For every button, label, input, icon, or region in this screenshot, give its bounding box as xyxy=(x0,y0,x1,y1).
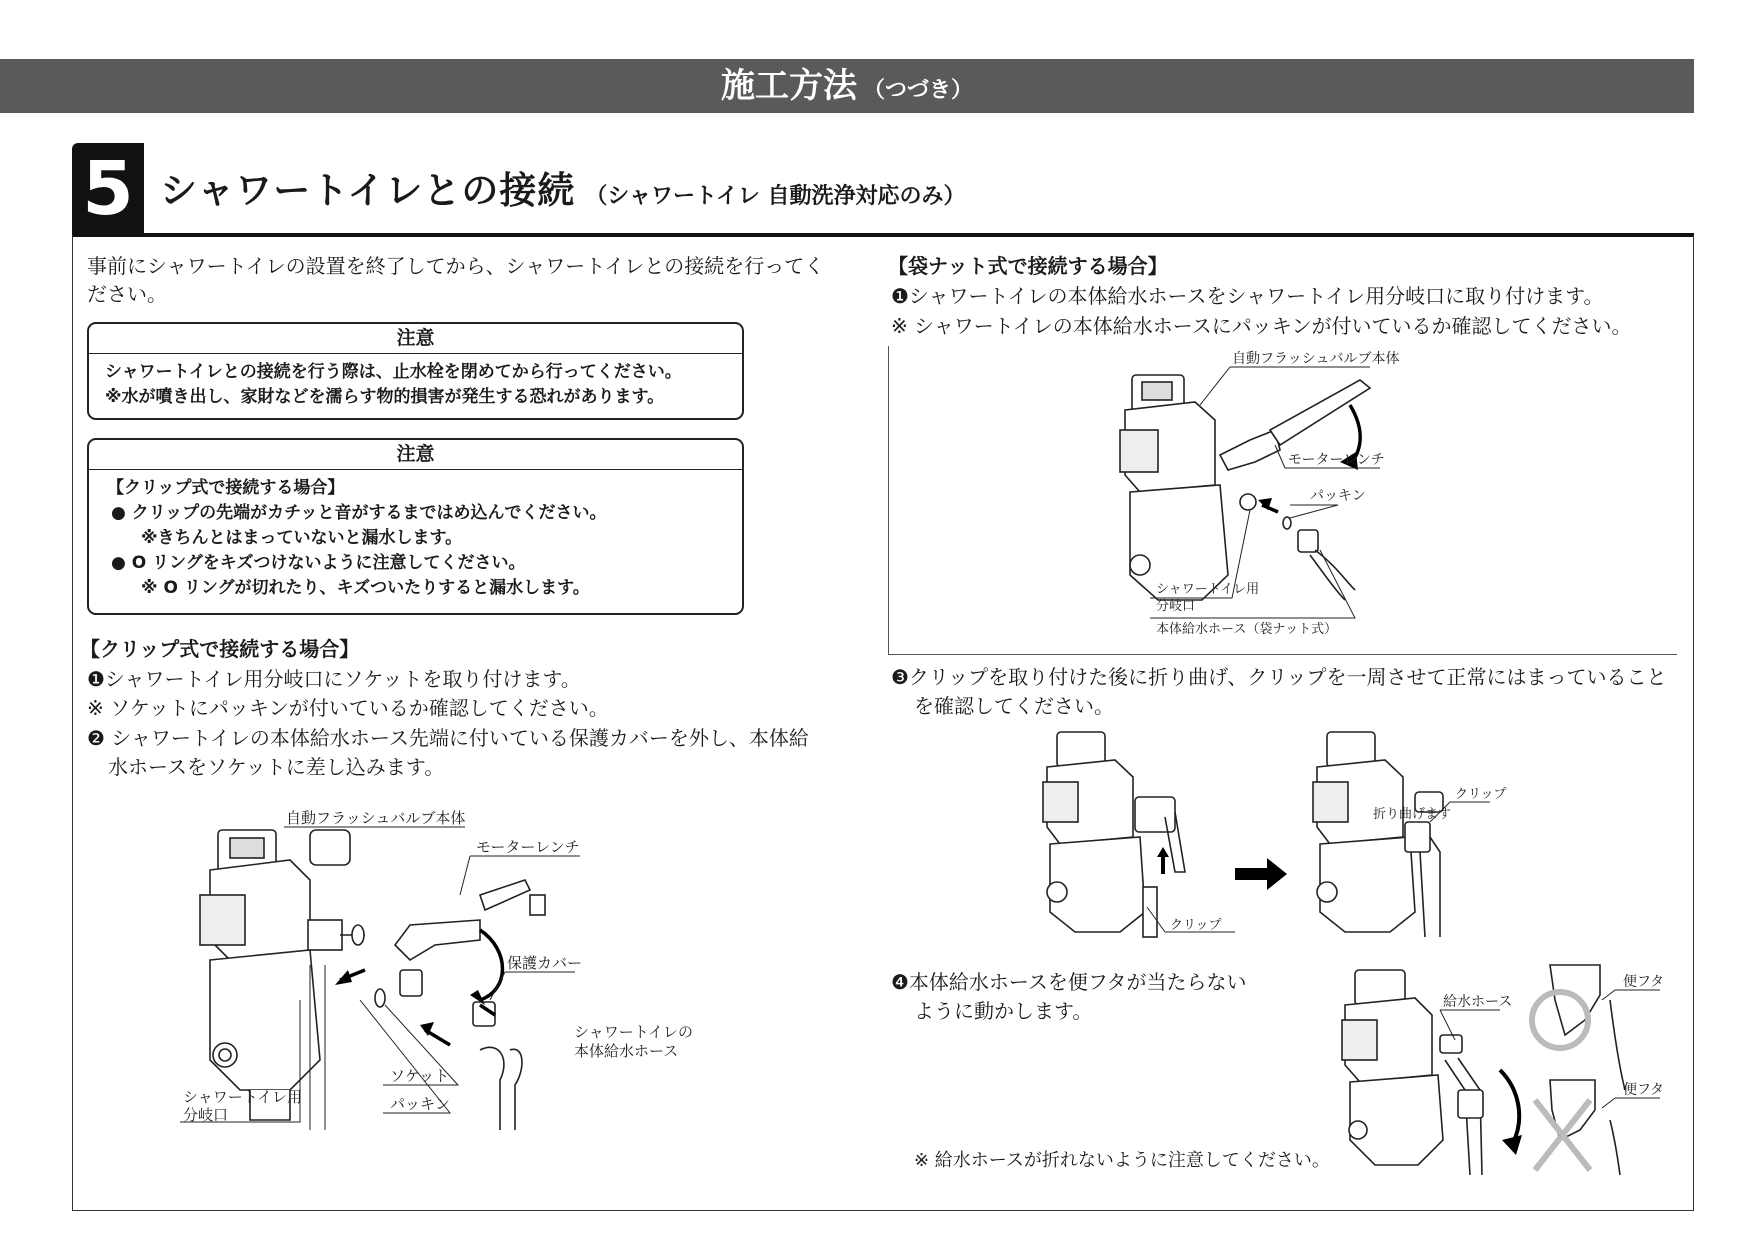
caution-body xyxy=(89,354,742,416)
label-bend: 折り曲げます xyxy=(1373,807,1452,822)
clip-installation-illustration xyxy=(1035,722,1515,952)
nut-step-1: ❶シャワートイレの本体給水ホースをシャワートイレ用分岐口に取り付けます。 xyxy=(891,284,1604,308)
label-socket: ソケット xyxy=(390,1067,450,1085)
step-4-line-1: ❹本体給水ホースを便フタが当たらない xyxy=(891,970,1247,994)
label-branch-2: 分岐口 xyxy=(1156,599,1196,614)
label-valve: 自動フラッシュバルブ本体 xyxy=(1232,351,1400,367)
caution-body xyxy=(89,470,742,607)
label-hose: 給水ホース xyxy=(1443,994,1513,1010)
step-4-line-2: ように動かします。 xyxy=(914,999,1093,1023)
caution-line: ● クリップの先端がカチッと音がするまではめ込んでください。 xyxy=(111,503,607,523)
caution-heading: 注意 xyxy=(89,440,742,470)
label-lid-1: 便フタ xyxy=(1623,974,1665,990)
clip-step-1: ❶シャワートイレ用分岐口にソケットを取り付けます。 xyxy=(87,667,581,691)
caution-line: ※きちんとはまっていないと漏水します。 xyxy=(141,528,463,548)
clip-step-2-line-2: 水ホースをソケットに差し込みます。 xyxy=(108,755,445,779)
caution-line: シャワートイレとの接続を行う際は、止水栓を閉めてから行ってください。 xyxy=(105,362,682,382)
label-wrench: モーターレンチ xyxy=(1288,452,1385,468)
caution-box-2 xyxy=(87,438,744,615)
section-number: 5 xyxy=(72,143,144,233)
clip-heading: 【クリップ式で接続する場合】 xyxy=(80,637,360,661)
caution-heading: 注意 xyxy=(89,324,742,354)
caution-line: 【クリップ式で接続する場合】 xyxy=(107,478,345,498)
step-3-line-2: を確認してください。 xyxy=(914,694,1114,718)
caution-box-1 xyxy=(87,322,744,420)
header-subtitle: （つづき） xyxy=(862,78,973,103)
step-4-note: ※ 給水ホースが折れないように注意してください。 xyxy=(914,1150,1330,1171)
label-lid-2: 便フタ xyxy=(1623,1082,1665,1098)
clip-connection-illustration xyxy=(180,800,700,1160)
caution-line: ※ O リングが切れたり、キズついたりすると漏水します。 xyxy=(141,578,590,598)
nut-note-1: ※ シャワートイレの本体給水ホースにパッキンが付いているか確認してください。 xyxy=(891,314,1632,338)
label-packing: パッキン xyxy=(390,1095,450,1113)
intro-line-1: 事前にシャワートイレの設置を終了してから、シャワートイレとの接続を行ってく xyxy=(87,254,825,278)
intro-line-2: ださい。 xyxy=(87,282,167,306)
label-clip-left: クリップ xyxy=(1170,918,1222,933)
label-branch-2: 分岐口 xyxy=(183,1106,229,1124)
clip-step-2-line-1: ❷ シャワートイレの本体給水ホース先端に付いている保護カバーを外し、本体給 xyxy=(87,726,809,750)
nut-connection-illustration xyxy=(1120,350,1400,650)
hose-routing-illustration xyxy=(1340,960,1690,1175)
caution-line: ● O リングをキズつけないように注意してください。 xyxy=(111,553,526,573)
section-title-main: シャワートイレとの接続 xyxy=(160,169,576,212)
label-cover: 保護カバー xyxy=(507,954,583,972)
label-hose-1: シャワートイレの xyxy=(574,1023,693,1041)
step-3-line-1: ❸クリップを取り付けた後に折り曲げ、クリップを一周させて正常にはまっていること xyxy=(891,665,1667,689)
label-valve: 自動フラッシュバルブ本体 xyxy=(286,809,466,827)
label-hose-2: 本体給水ホース xyxy=(574,1042,679,1060)
label-packing: パッキン xyxy=(1310,488,1366,504)
section-subtitle: （シャワートイレ 自動洗浄対応のみ） xyxy=(585,184,966,209)
caution-line: ※水が噴き出し、家財などを濡らす物的損害が発生する恐れがあります。 xyxy=(105,387,665,407)
label-hose: 本体給水ホース（袋ナット式） xyxy=(1156,622,1338,637)
clip-note-1: ※ ソケットにパッキンが付いているか確認してください。 xyxy=(87,696,609,720)
section-title xyxy=(160,160,966,214)
label-clip-right: クリップ xyxy=(1455,787,1507,802)
label-branch-1: シャワートイレ用 xyxy=(1156,582,1260,597)
page-header-bar xyxy=(0,59,1694,113)
header-title: 施工方法 xyxy=(720,66,857,106)
label-branch-1: シャワートイレ用 xyxy=(183,1088,302,1106)
nut-heading: 【袋ナット式で接続する場合】 xyxy=(888,254,1168,278)
label-wrench: モーターレンチ xyxy=(476,838,580,856)
